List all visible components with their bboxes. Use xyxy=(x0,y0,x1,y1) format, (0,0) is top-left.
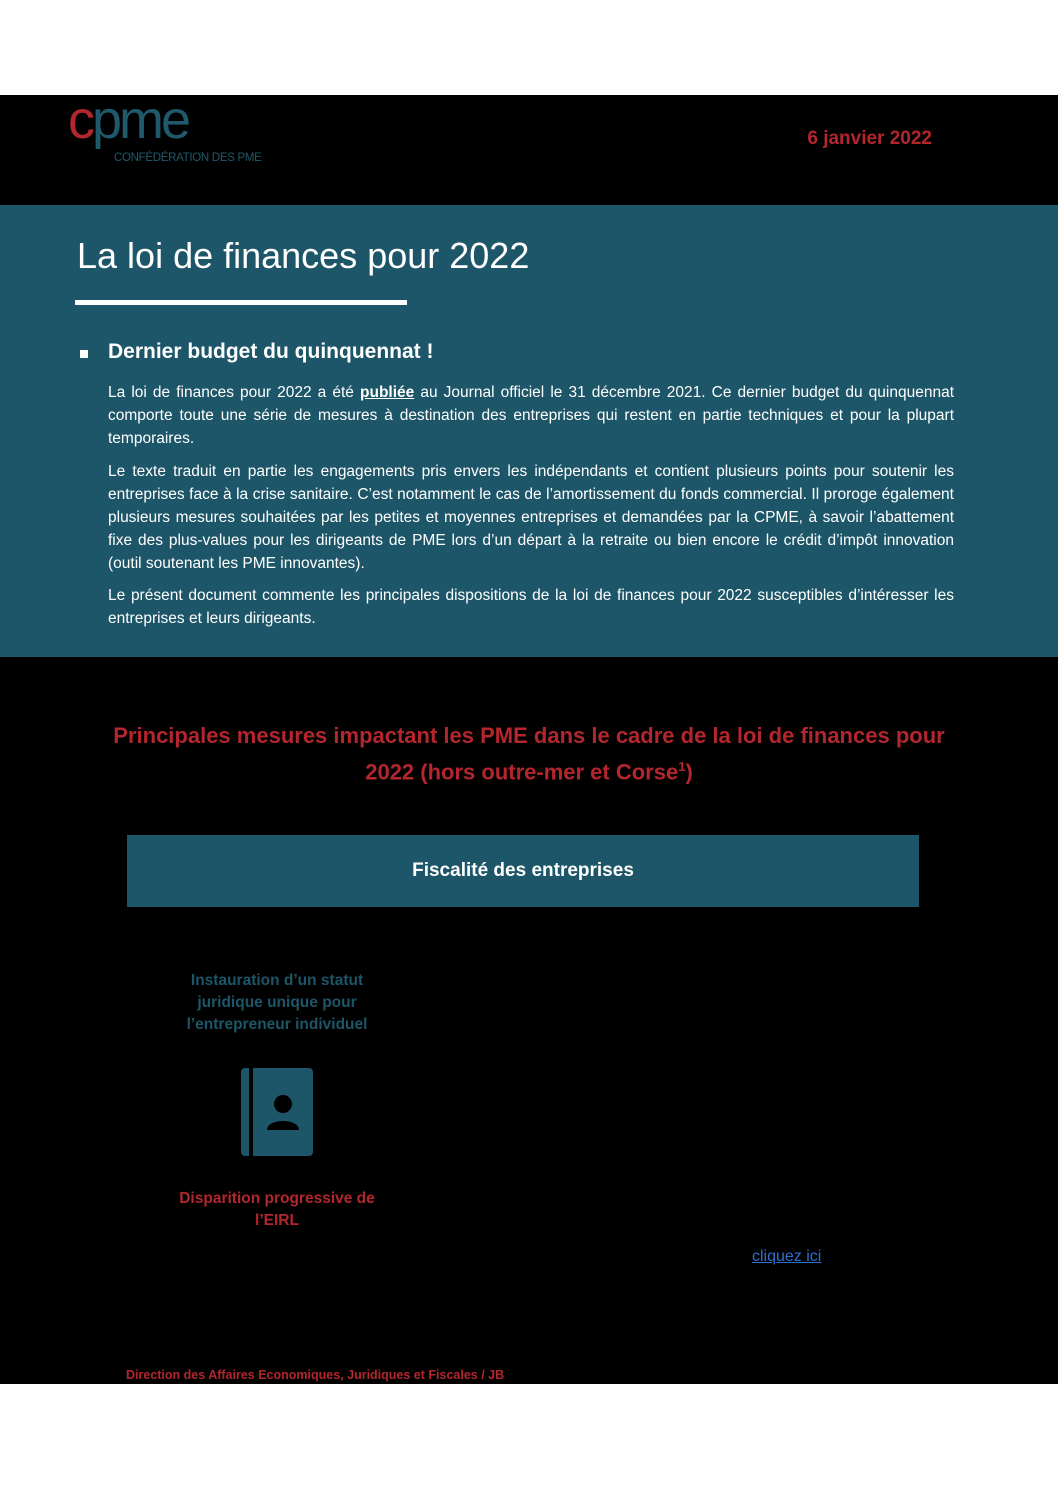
page-title: La loi de finances pour 2022 xyxy=(77,235,530,276)
footer-credit: Direction des Affaires Economiques, Juridiques et Fiscales / JB xyxy=(126,1368,505,1382)
logo-subtitle: CONFÉDÉRATION DES PME xyxy=(114,152,262,164)
bullet-square-icon xyxy=(80,350,88,358)
publiee-link[interactable]: publiée xyxy=(360,384,415,401)
intro-paragraph-1: La loi de finances pour 2022 a été publiée au Journal officiel le 31 décembre 2021. Ce dernier budget du quinquennat comporte toute une série de mesures à destination des entreprises qui restent en partie techniques et pour la plupart temporaires. xyxy=(108,384,954,447)
category-banner-label: Fiscalité des entreprises xyxy=(412,860,634,881)
footnote-mark: 1 xyxy=(678,759,686,774)
title-underline xyxy=(75,300,407,305)
intro-paragraph-2: Le texte traduit en partie les engagements pris envers les indépendants et contient plusieurs points pour soutenir les entreprises face à la crise sanitaire. C’est notamment le cas de l’amortissement du fonds commercial. Il proroge également plusieurs mesures souhaitées par les petites et moyennes entreprises et demandées par la CPME, à savoir l’abattement fixe des plus-values pour les dirigeants de PME lors d’un départ à la retraite ou bien encore le crédit d’impôt innovation (outil soutenant les PME innovantes). xyxy=(108,463,954,572)
intro-paragraph-3: Le présent document commente les principales dispositions de la loi de finances pour 2022 susceptibles d’intéresser les entreprises et leurs dirigeants. xyxy=(108,587,954,627)
publication-date: 6 janvier 2022 xyxy=(807,128,932,149)
category-banner xyxy=(127,835,919,907)
measure-subtitle: Disparition progressive de l’EIRL xyxy=(179,1190,375,1229)
logo-wordmark: cpme xyxy=(68,90,189,150)
contact-book-icon xyxy=(241,1068,313,1156)
cpme-logo xyxy=(68,90,278,168)
measure-title: Instauration d’un statut juridique unique pour l’entrepreneur individuel xyxy=(186,972,368,1033)
intro-heading: Dernier budget du quinquennat ! xyxy=(108,340,434,363)
click-here-link[interactable]: cliquez ici xyxy=(752,1248,822,1265)
section-heading: Principales mesures impactant les PME dans le cadre de la loi de finances pour 2022 (hors outre-mer et Corse$^1$) xyxy=(113,723,945,785)
